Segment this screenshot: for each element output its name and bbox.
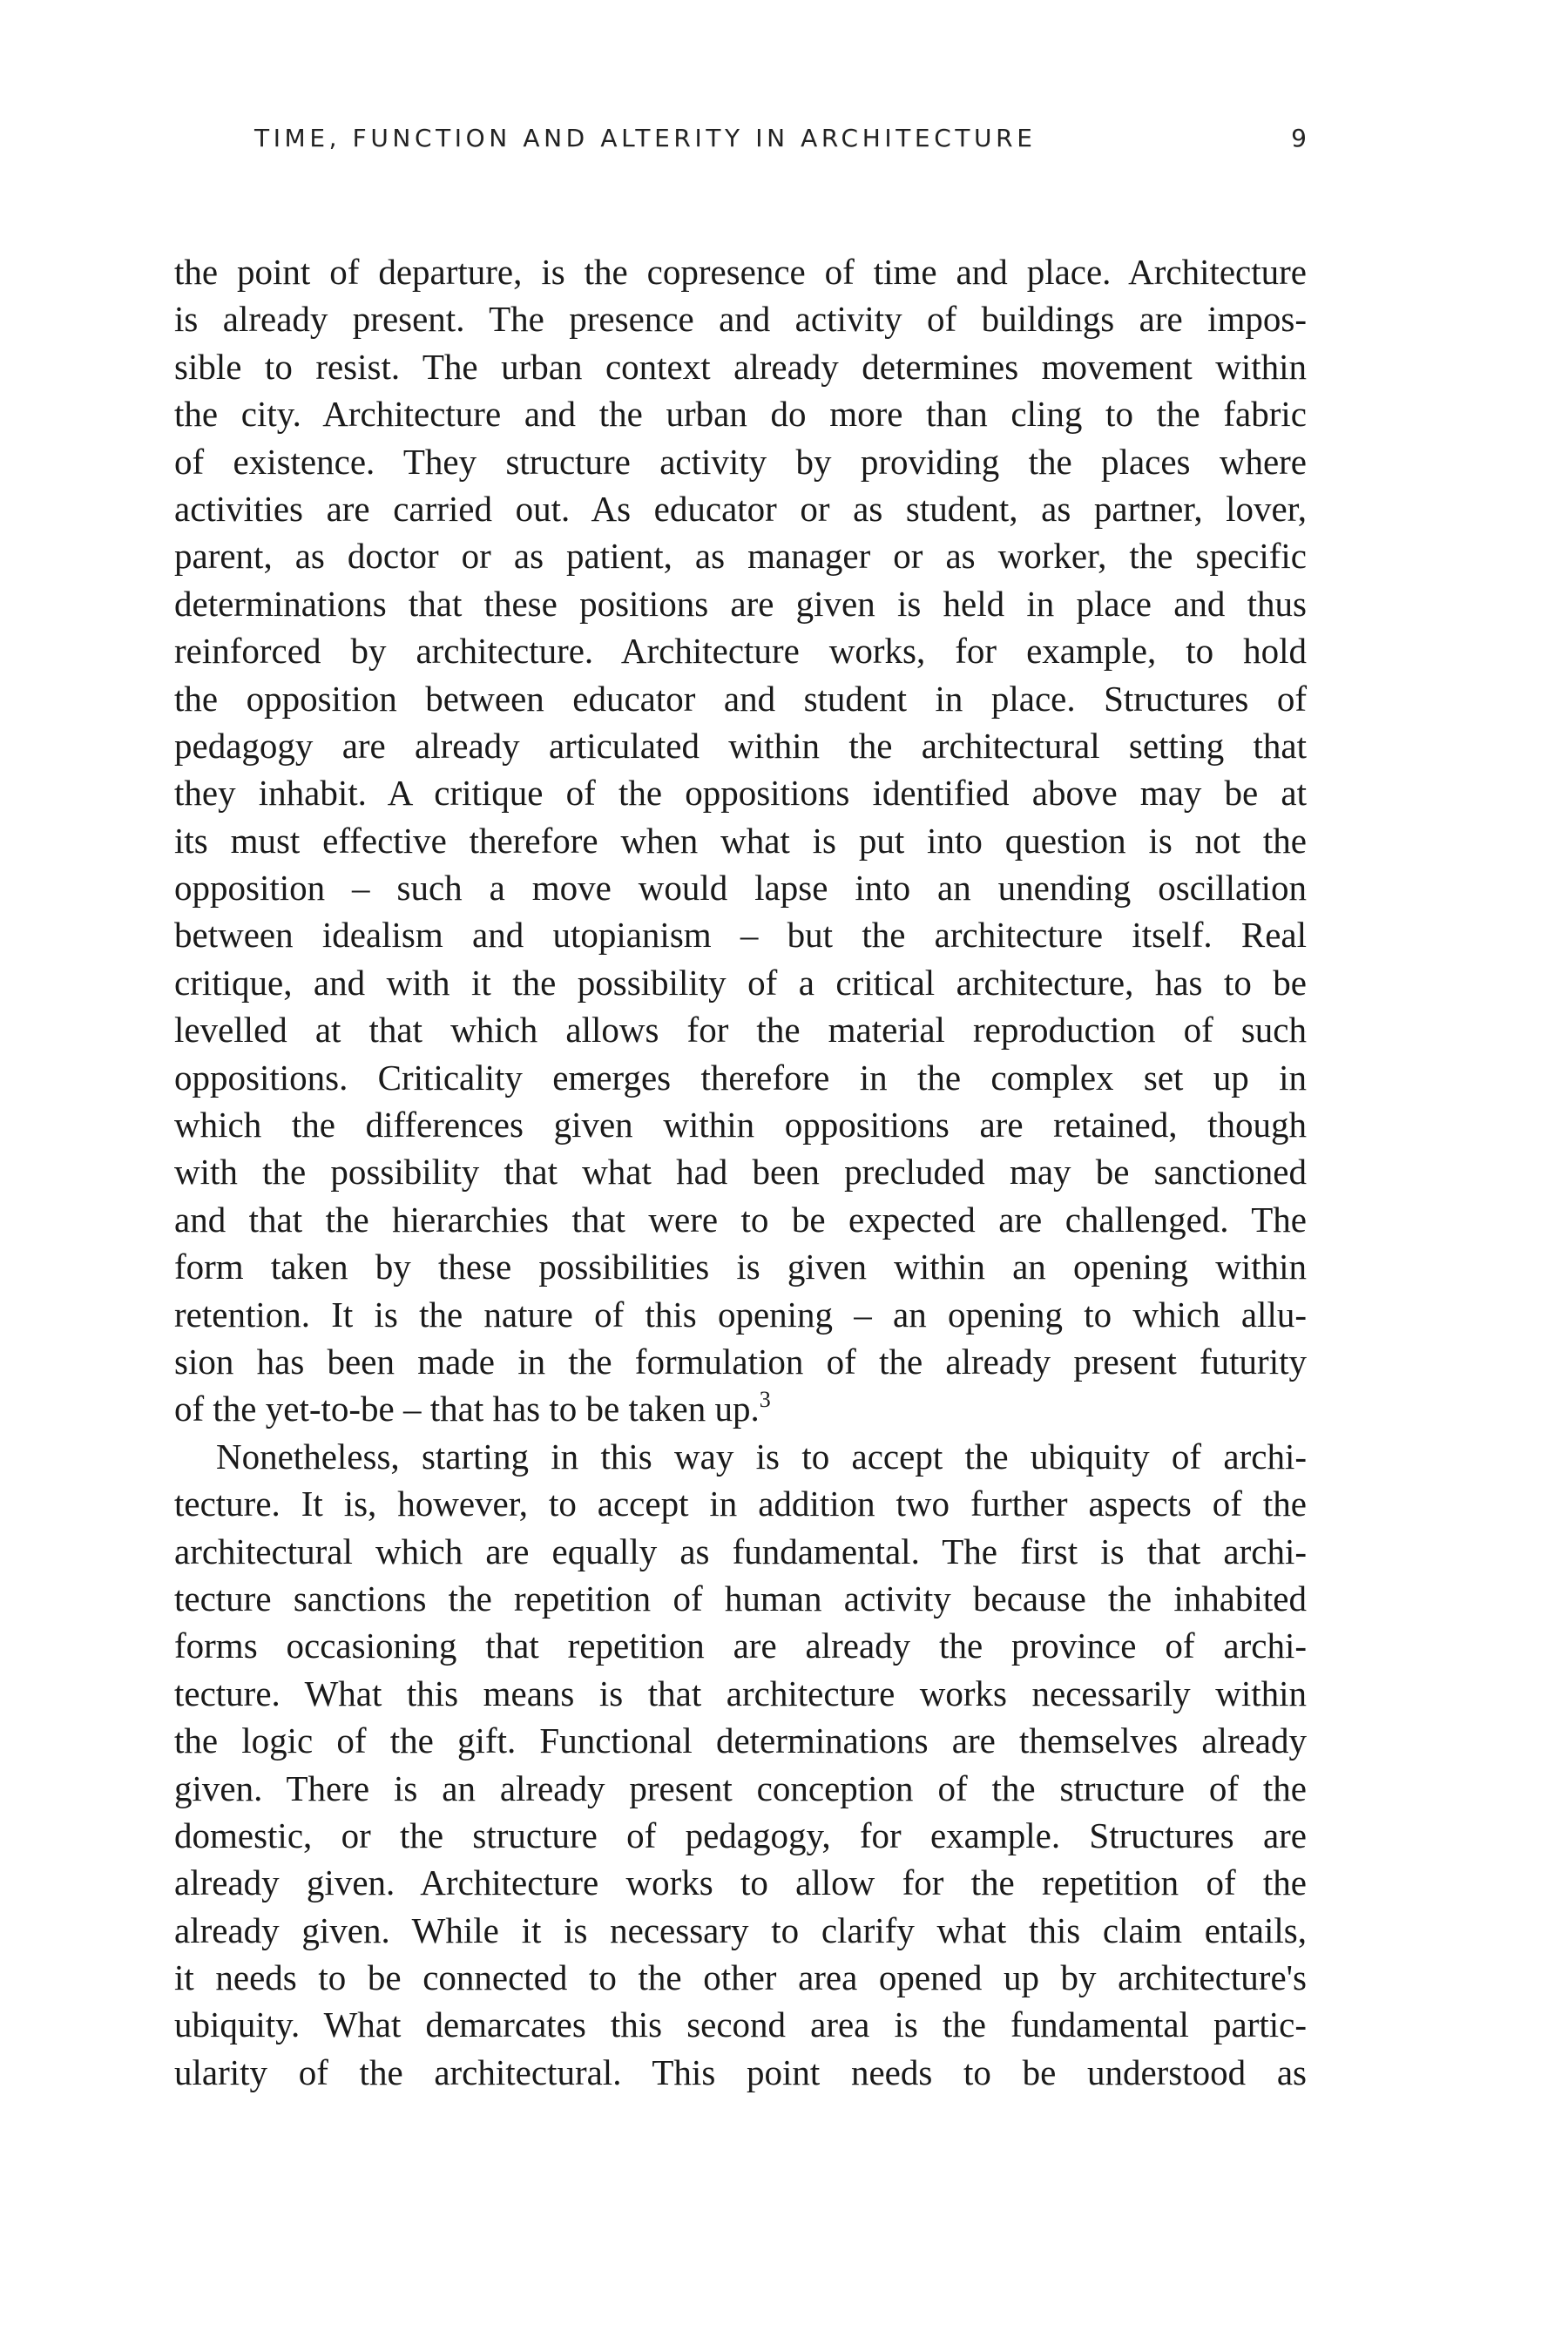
text-line: levelled at that which allows for the material reproduction of such [174, 1010, 1307, 1051]
text-line: they inhabit. A critique of the oppositions identified above may be at [174, 773, 1307, 814]
footnote-ref[interactable]: 3 [759, 1387, 771, 1413]
text-line: the point of departure, is the copresence of time and place. Architecture [174, 252, 1307, 292]
text-line: domestic, or the structure of pedagogy, for example. Structures are [174, 1815, 1307, 1855]
text-line: already given. Architecture works to allow for the repetition of the [174, 1862, 1307, 1903]
text-line: critique, and with it the possibility of a critical architecture, has to be [174, 962, 1307, 1003]
text-line: determinations that these positions are given is held in place and thus [174, 583, 1307, 624]
text-line: tecture. It is, however, to accept in addition two further aspects of the [174, 1484, 1307, 1524]
text-line: the opposition between educator and student in place. Structures of [174, 678, 1307, 719]
text-line: oppositions. Criticality emerges therefore in the complex set up in [174, 1057, 1307, 1098]
text-line-content: of the yet-to-be – that has to be taken up. [174, 1389, 760, 1429]
text-line: form taken by these possibilities is given within an opening within [174, 1247, 1307, 1288]
running-title: TIME, FUNCTION AND ALTERITY IN ARCHITECTURE [254, 124, 1037, 152]
text-line: with the possibility that what had been precluded may be sanctioned [174, 1152, 1307, 1193]
text-line: the logic of the gift. Functional determinations are themselves already [174, 1720, 1307, 1761]
page-number: 9 [1291, 124, 1307, 152]
text-line: retention. It is the nature of this opening – an opening to which allu- [174, 1294, 1307, 1335]
text-line: and that the hierarchies that were to be expected are challenged. The [174, 1199, 1307, 1240]
text-line: ularity of the architectural. This point needs to be understood as [174, 2051, 1307, 2092]
paragraph [174, 248, 1307, 1433]
running-header [174, 124, 1307, 164]
text-line: parent, as doctor or as patient, as manager or as worker, the specific [174, 536, 1307, 577]
text-line: opposition – such a move would lapse into an unending oscillation [174, 868, 1307, 909]
paragraph [174, 1433, 1307, 2096]
text-line: sible to resist. The urban context already determines movement within [174, 346, 1307, 387]
text-line: it needs to be connected to the other area opened up by architecture's [174, 1957, 1307, 1998]
text-line: pedagogy are already articulated within the architectural setting that [174, 725, 1307, 766]
text-line: sion has been made in the formulation of the already present futurity [174, 1341, 1307, 1382]
text-line: forms occasioning that repetition are already the province of archi- [174, 1625, 1307, 1666]
text-line: of existence. They structure activity by providing the places where [174, 441, 1307, 482]
text-line: tecture sanctions the repetition of human activity because the inhabited [174, 1578, 1307, 1619]
text-line: ubiquity. What demarcates this second area is the fundamental partic- [174, 2004, 1307, 2045]
text-line [174, 1385, 1307, 1432]
body-text [174, 248, 1307, 2096]
text-line: the city. Architecture and the urban do more than cling to the fabric [174, 394, 1307, 435]
text-line: already given. While it is necessary to clarify what this claim entails, [174, 1909, 1307, 1950]
text-line: tecture. What this means is that architecture works necessarily within [174, 1673, 1307, 1713]
text-line: activities are carried out. As educator or as student, as partner, lover, [174, 488, 1307, 529]
text-line: is already present. The presence and activity of buildings are impos- [174, 299, 1307, 340]
text-line: between idealism and utopianism – but the architecture itself. Real [174, 915, 1307, 956]
text-line: reinforced by architecture. Architecture works, for example, to hold [174, 631, 1307, 672]
text-line: its must effective therefore when what is put into question is not the [174, 820, 1307, 861]
text-line: architectural which are equally as fundamental. The first is that archi- [174, 1531, 1307, 1571]
text-line: which the differences given within oppositions are retained, though [174, 1105, 1307, 1146]
text-line: Nonetheless, starting in this way is to accept the ubiquity of archi- [216, 1436, 1307, 1477]
text-line: given. There is an already present conception of the structure of the [174, 1767, 1307, 1808]
